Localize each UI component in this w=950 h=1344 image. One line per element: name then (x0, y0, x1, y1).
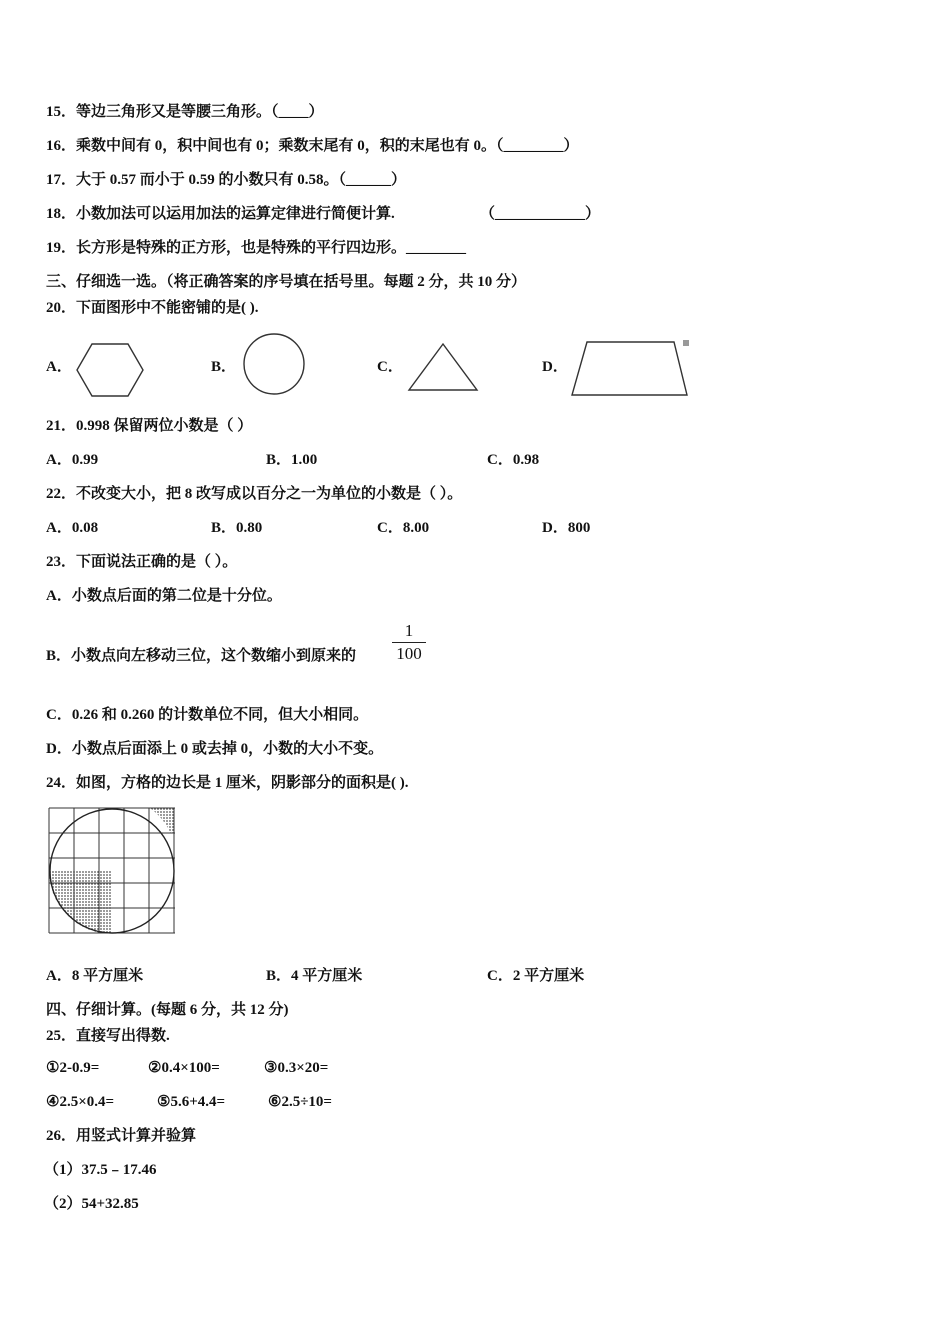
trapezoid-icon (568, 338, 692, 400)
question-18: 18．小数加法可以运用加法的运算定律进行简便计算. (46, 206, 395, 222)
q25-item-5: ⑤5.6+4.4= (157, 1094, 226, 1110)
q25-item-4: ④2.5×0.4= (46, 1094, 115, 1110)
grid-circle-figure (46, 805, 178, 937)
section-4-heading: 四、仔细计算。(每题 6 分，共 12 分) (46, 1002, 289, 1018)
question-24-stem: 24．如图，方格的边长是 1 厘米，阴影部分的面积是( ). (46, 775, 409, 791)
q23-option-b: B．小数点向左移动三位，这个数缩小到原来的 (46, 648, 357, 664)
q22-option-b: B．0.80 (211, 520, 263, 536)
q25-item-2: ②0.4×100= (148, 1060, 220, 1076)
question-20-stem: 20．下面图形中不能密铺的是( ). (46, 300, 259, 316)
q23-option-d: D．小数点后面添上 0 或去掉 0，小数的大小不变。 (46, 741, 384, 757)
q21-option-c: C．0.98 (487, 452, 540, 468)
section-3-heading: 三、仔细选一选。（将正确答案的序号填在括号里。每题 2 分，共 10 分） (46, 274, 527, 290)
fraction-one-hundredth (392, 620, 426, 665)
q21-option-b: B．1.00 (266, 452, 318, 468)
q20-option-c-label: C． (377, 359, 403, 375)
q22-option-d: D．800 (542, 520, 591, 536)
question-15: 15．等边三角形又是等腰三角形。（____） (46, 104, 324, 120)
question-23-stem: 23．下面说法正确的是（ ）。 (46, 554, 238, 570)
fraction-numerator: 1 (404, 621, 414, 640)
question-21-stem: 21．0.998 保留两位小数是（ ） (46, 418, 253, 434)
q25-item-1: ①2-0.9= (46, 1060, 100, 1076)
question-16: 16．乘数中间有 0，积中间也有 0；乘数末尾有 0，积的末尾也有 0。（________） (46, 138, 579, 154)
question-17: 17．大于 0.57 而小于 0.59 的小数只有 0.58。（______） (46, 172, 407, 188)
question-22-stem: 22．不改变大小，把 8 改写成以百分之一为单位的小数是（ ）。 (46, 486, 463, 502)
hexagon-icon (74, 340, 146, 400)
q25-item-6: ⑥2.5÷10= (268, 1094, 332, 1110)
q26-item-2: （2）54+32.85 (44, 1196, 139, 1212)
question-19: 19．长方形是特殊的正方形，也是特殊的平行四边形。________ (46, 240, 467, 256)
q23-option-c: C．0.26 和 0.260 的计数单位不同，但大小相同。 (46, 707, 369, 723)
q20-option-d-label: D． (542, 359, 568, 375)
circle-icon (240, 330, 308, 398)
q20-option-b-label: B． (211, 359, 237, 375)
q20-option-a-label: A． (46, 359, 72, 375)
question-25-stem: 25．直接写出得数. (46, 1028, 170, 1044)
q23-option-a: A．小数点后面的第二位是十分位。 (46, 588, 282, 604)
q26-item-1: （1）37.5﹣17.46 (44, 1162, 157, 1178)
q24-option-a: A．8 平方厘米 (46, 968, 144, 984)
question-26-stem: 26．用竖式计算并验算 (46, 1128, 197, 1144)
q22-option-c: C．8.00 (377, 520, 430, 536)
q22-option-a: A．0.08 (46, 520, 99, 536)
fraction-denominator: 100 (396, 644, 422, 663)
q25-item-3: ③0.3×20= (264, 1060, 329, 1076)
q24-option-c: C．2 平方厘米 (487, 968, 585, 984)
q24-option-b: B．4 平方厘米 (266, 968, 363, 984)
q21-option-a: A．0.99 (46, 452, 99, 468)
question-18-blank: （____________） (480, 206, 601, 222)
triangle-icon (405, 341, 481, 393)
